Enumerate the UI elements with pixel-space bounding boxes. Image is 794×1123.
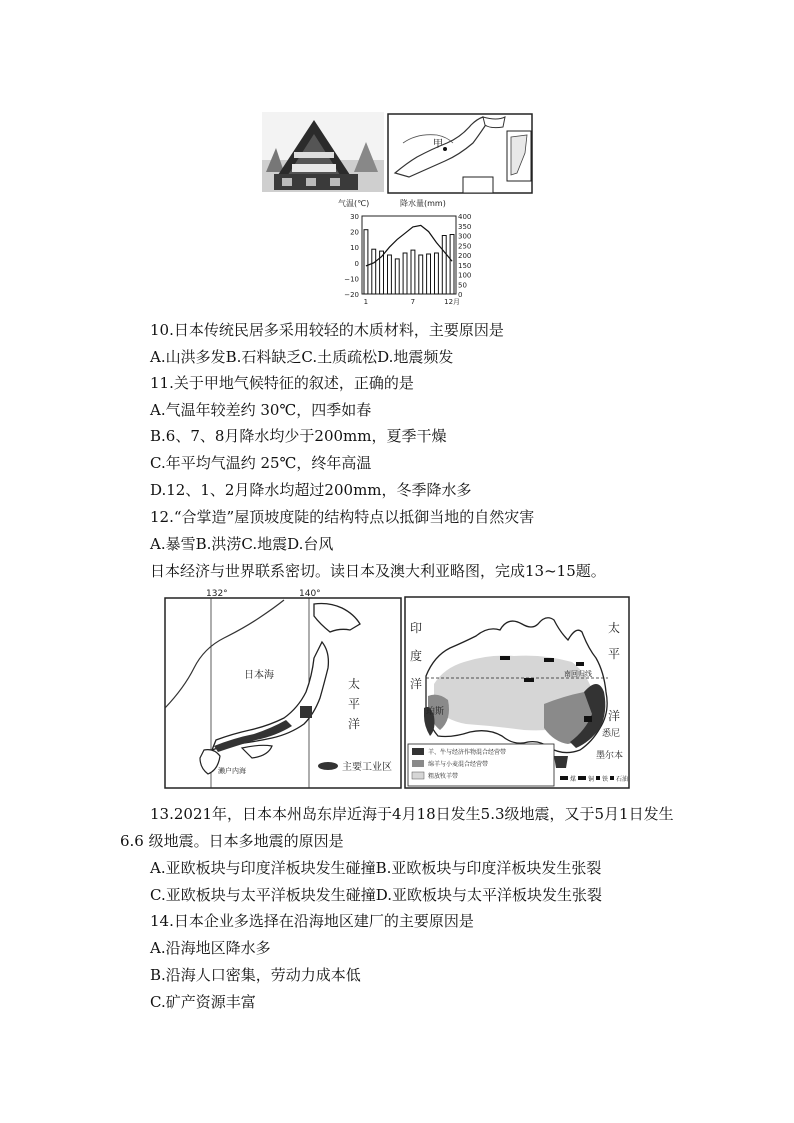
label-pacific-ocean-3: 洋 <box>348 717 361 731</box>
y-right-tick: 300 <box>458 232 472 241</box>
label-pacific-1: 太 <box>608 621 621 635</box>
y-right-tick: 150 <box>458 261 472 270</box>
question-10: 10.日本传统民居多采用较轻的木质材料，主要原因是 <box>150 321 504 339</box>
legend-industry-swatch <box>318 762 338 770</box>
question-14-option-a: A.沿海地区降水多 <box>150 939 271 957</box>
label-melbourne: 墨尔本 <box>596 751 624 761</box>
precip-bar <box>442 236 446 295</box>
legend-zone-1: 羊、牛与经济作物混合经营带 <box>428 749 507 756</box>
map-label-jia: 甲 <box>433 139 443 150</box>
label-pacific-3: 洋 <box>608 709 621 723</box>
label-inland-sea: 濑户内海 <box>218 767 246 775</box>
question-11-option-a: A.气温年较差约 30℃，四季如春 <box>150 401 372 419</box>
label-pacific-2: 平 <box>608 647 621 661</box>
longitude-label-132: 132° <box>206 589 228 599</box>
label-indian-ocean-1: 印 <box>410 621 423 635</box>
y-right-tick: 50 <box>458 281 467 290</box>
legend-zone-2: 绵羊与小麦混合经营带 <box>428 761 489 768</box>
y-right-tick: 250 <box>458 242 472 251</box>
legend-oil: 石油 <box>616 776 629 783</box>
label-perth: 珀斯 <box>426 707 445 717</box>
precip-bar <box>435 253 439 294</box>
chart-ylabel-left: 气温(℃) <box>338 199 370 208</box>
japan-industry-map <box>164 588 402 789</box>
y-left-tick: 10 <box>350 244 359 253</box>
label-tropic: 南回归线 <box>564 670 592 678</box>
question-11: 11.关于甲地气候特征的叙述，正确的是 <box>150 374 414 392</box>
y-left-tick: −20 <box>344 291 359 299</box>
legend-copper: 铜 <box>588 776 595 783</box>
question-11-option-b: B.6、7、8月降水均少于200mm，夏季干燥 <box>150 427 447 445</box>
precip-bar <box>403 253 407 294</box>
label-sydney: 悉尼 <box>602 729 621 739</box>
house-photo <box>262 112 384 192</box>
y-right-tick: 400 <box>458 213 472 221</box>
precip-bar <box>411 250 415 294</box>
y-right-tick: 0 <box>458 291 463 299</box>
precip-bar <box>395 259 399 294</box>
precip-bar <box>427 254 431 294</box>
japan-locator-map <box>387 113 533 194</box>
question-13-options-ab: A.亚欧板块与印度洋板块发生碰撞B.亚欧板块与印度洋板块发生张裂 <box>150 859 602 877</box>
x-tick: 7 <box>410 298 416 306</box>
question-14: 14.日本企业多选择在沿海地区建厂的主要原因是 <box>150 912 474 930</box>
y-left-tick: 0 <box>354 259 359 268</box>
precip-bar <box>419 255 423 294</box>
label-indian-ocean-3: 洋 <box>410 677 423 691</box>
precip-bar <box>388 255 392 294</box>
question-13-line1: 13.2021年，日本本州岛东岸近海于4月18日发生5.3级地震，又于5月1日发生 <box>150 805 674 823</box>
label-indian-ocean-2: 度 <box>410 649 423 663</box>
question-13-options-cd: C.亚欧板块与太平洋板块发生碰撞D.亚欧板块与太平洋板块发生张裂 <box>150 886 602 904</box>
y-left-tick: −10 <box>344 275 359 284</box>
y-right-tick: 100 <box>458 271 472 280</box>
longitude-label-140: 140° <box>299 589 321 599</box>
x-tick: 1 <box>363 298 369 306</box>
y-right-tick: 350 <box>458 222 472 231</box>
question-11-option-d: D.12、1、2月降水均超过200mm，冬季降水多 <box>150 481 472 499</box>
legend-coal: 煤 <box>570 776 577 783</box>
label-pacific-ocean-1: 太 <box>348 677 361 691</box>
question-12: 12.“合掌造”屋顶坡度陡的结构特点以抵御当地的自然灾害 <box>150 508 535 526</box>
question-13-line2: 6.6 级地震。日本多地震的原因是 <box>120 832 344 850</box>
question-10-options: A.山洪多发B.石料缺乏C.土质疏松D.地震频发 <box>150 348 454 366</box>
precip-bar <box>450 235 454 295</box>
precip-bar <box>364 230 368 294</box>
precip-bar <box>372 249 376 294</box>
question-12-options: A.暴雪B.洪涝C.地震D.台风 <box>150 535 334 553</box>
y-left-tick: 30 <box>350 213 359 221</box>
question-14-option-c: C.矿产资源丰富 <box>150 993 256 1011</box>
label-pacific-ocean-2: 平 <box>348 697 361 711</box>
climate-chart <box>336 196 486 314</box>
legend-iron: 铁 <box>602 776 609 783</box>
section-intro: 日本经济与世界联系密切。读日本及澳大利亚略图，完成13~15题。 <box>150 562 606 580</box>
label-sea-of-japan: 日本海 <box>244 670 274 681</box>
y-left-tick: 20 <box>350 228 359 237</box>
australia-agriculture-map <box>404 596 630 790</box>
chart-ylabel-right: 降水量(mm) <box>400 199 446 208</box>
legend-zone-3: 粗放牧羊带 <box>428 773 459 780</box>
y-right-tick: 200 <box>458 252 472 260</box>
question-14-option-b: B.沿海人口密集，劳动力成本低 <box>150 966 361 984</box>
x-tick: 12月 <box>444 298 461 306</box>
question-11-option-c: C.年平均气温约 25℃，终年高温 <box>150 454 372 472</box>
legend-industry-label: 主要工业区 <box>342 762 392 773</box>
